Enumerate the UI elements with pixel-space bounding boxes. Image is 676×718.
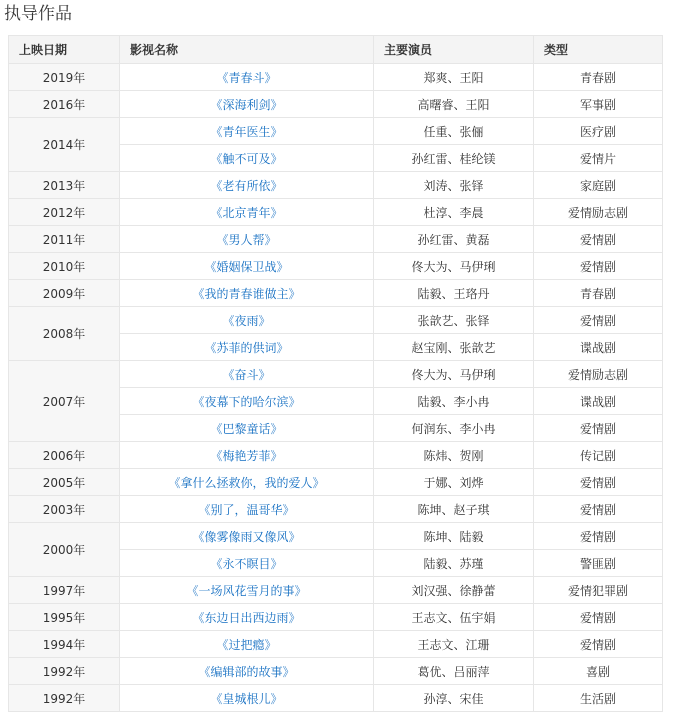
title-cell <box>120 577 374 604</box>
title-link[interactable]: 《我的青春谁做主》 <box>192 286 301 301</box>
title-cell <box>120 415 374 442</box>
title-cell <box>120 442 374 469</box>
genre-cell: 爱情剧 <box>534 523 663 550</box>
actors-cell: 陈坤、赵子琪 <box>374 496 534 523</box>
table-row <box>9 631 663 658</box>
actors-cell: 葛优、吕丽萍 <box>374 658 534 685</box>
title-cell <box>120 685 374 712</box>
table-body <box>9 64 663 712</box>
title-cell <box>120 199 374 226</box>
actors-cell: 赵宝刚、张歆艺 <box>374 334 534 361</box>
title-link[interactable]: 《永不瞑目》 <box>210 556 283 571</box>
table-row <box>9 496 663 523</box>
title-cell <box>120 64 374 91</box>
genre-cell: 生活剧 <box>534 685 663 712</box>
genre-cell: 爱情励志剧 <box>534 361 663 388</box>
release-date-cell: 2003年 <box>9 496 120 523</box>
actors-cell: 任重、张俪 <box>374 118 534 145</box>
table-row <box>9 253 663 280</box>
table-row <box>9 361 663 388</box>
title-link[interactable]: 《东边日出西边雨》 <box>192 610 301 625</box>
release-date-cell: 2005年 <box>9 469 120 496</box>
table-row <box>9 118 663 145</box>
genre-cell: 喜剧 <box>534 658 663 685</box>
genre-cell: 爱情剧 <box>534 253 663 280</box>
genre-cell: 军事剧 <box>534 91 663 118</box>
release-date-cell: 2011年 <box>9 226 120 253</box>
table-header-row <box>9 36 663 64</box>
title-cell <box>120 550 374 577</box>
title-cell <box>120 496 374 523</box>
title-link[interactable]: 《巴黎童话》 <box>210 421 283 436</box>
title-link[interactable]: 《奋斗》 <box>222 367 271 382</box>
genre-cell: 爱情片 <box>534 145 663 172</box>
genre-cell: 爱情剧 <box>534 469 663 496</box>
release-date-cell: 1997年 <box>9 577 120 604</box>
actors-cell: 高曙睿、王阳 <box>374 91 534 118</box>
release-date-cell: 2010年 <box>9 253 120 280</box>
title-cell <box>120 388 374 415</box>
actors-cell: 孙红雷、桂纶镁 <box>374 145 534 172</box>
release-date-cell: 2009年 <box>9 280 120 307</box>
actors-cell: 陆毅、王珞丹 <box>374 280 534 307</box>
title-cell <box>120 118 374 145</box>
table-row <box>9 91 663 118</box>
title-cell <box>120 307 374 334</box>
title-link[interactable]: 《拿什么拯救你，我的爱人》 <box>168 475 325 490</box>
release-date-cell: 2008年 <box>9 307 120 361</box>
title-link[interactable]: 《一场风花雪月的事》 <box>186 583 307 598</box>
genre-cell: 爱情励志剧 <box>534 199 663 226</box>
table-row <box>9 469 663 496</box>
table-row <box>9 199 663 226</box>
genre-cell: 传记剧 <box>534 442 663 469</box>
title-cell <box>120 253 374 280</box>
release-date-cell: 2007年 <box>9 361 120 442</box>
table-row <box>9 226 663 253</box>
release-date-cell: 1992年 <box>9 658 120 685</box>
genre-cell: 爱情剧 <box>534 415 663 442</box>
title-link[interactable]: 《夜雨》 <box>222 313 271 328</box>
genre-cell: 爱情剧 <box>534 496 663 523</box>
release-date-cell: 1995年 <box>9 604 120 631</box>
actors-cell: 张歆艺、张铎 <box>374 307 534 334</box>
actors-cell: 佟大为、马伊琍 <box>374 361 534 388</box>
title-link[interactable]: 《别了，温哥华》 <box>198 502 295 517</box>
actors-cell: 于娜、刘烨 <box>374 469 534 496</box>
actors-cell: 郑爽、王阳 <box>374 64 534 91</box>
title-link[interactable]: 《苏菲的供词》 <box>204 340 289 355</box>
release-date-cell: 2000年 <box>9 523 120 577</box>
release-date-cell: 2006年 <box>9 442 120 469</box>
title-cell <box>120 361 374 388</box>
title-link[interactable]: 《青年医生》 <box>210 124 283 139</box>
genre-cell: 爱情剧 <box>534 307 663 334</box>
table-row <box>9 523 663 550</box>
title-cell <box>120 631 374 658</box>
title-link[interactable]: 《婚姻保卫战》 <box>204 259 289 274</box>
table-row <box>9 64 663 91</box>
title-cell <box>120 523 374 550</box>
release-date-cell: 2016年 <box>9 91 120 118</box>
table-row <box>9 604 663 631</box>
title-link[interactable]: 《男人帮》 <box>216 232 277 247</box>
column-header-actors: 主要演员 <box>374 36 534 64</box>
directed-works-table <box>8 35 663 712</box>
title-link[interactable]: 《过把瘾》 <box>216 637 277 652</box>
title-link[interactable]: 《夜幕下的哈尔滨》 <box>192 394 301 409</box>
actors-cell: 何润东、李小冉 <box>374 415 534 442</box>
table-row <box>9 307 663 334</box>
table-row <box>9 577 663 604</box>
title-cell <box>120 280 374 307</box>
genre-cell: 爱情剧 <box>534 631 663 658</box>
title-link[interactable]: 《皇城根儿》 <box>210 691 283 706</box>
title-link[interactable]: 《深海利剑》 <box>210 97 283 112</box>
title-cell <box>120 334 374 361</box>
actors-cell: 陆毅、苏瑾 <box>374 550 534 577</box>
title-cell <box>120 145 374 172</box>
title-link[interactable]: 《北京青年》 <box>210 205 283 220</box>
title-link[interactable]: 《老有所依》 <box>210 178 283 193</box>
release-date-cell: 2012年 <box>9 199 120 226</box>
release-date-cell: 2013年 <box>9 172 120 199</box>
title-cell <box>120 469 374 496</box>
table-row <box>9 442 663 469</box>
genre-cell: 家庭剧 <box>534 172 663 199</box>
actors-cell: 陈坤、陆毅 <box>374 523 534 550</box>
actors-cell: 刘涛、张铎 <box>374 172 534 199</box>
title-cell <box>120 91 374 118</box>
title-link[interactable]: 《像雾像雨又像风》 <box>192 529 301 544</box>
title-link[interactable]: 《梅艳芳菲》 <box>210 448 283 463</box>
release-date-cell: 2019年 <box>9 64 120 91</box>
actors-cell: 王志文、江珊 <box>374 631 534 658</box>
genre-cell: 谍战剧 <box>534 388 663 415</box>
table-row <box>9 658 663 685</box>
genre-cell: 爱情剧 <box>534 604 663 631</box>
release-date-cell: 2014年 <box>9 118 120 172</box>
genre-cell: 爱情犯罪剧 <box>534 577 663 604</box>
genre-cell: 青春剧 <box>534 280 663 307</box>
title-cell <box>120 604 374 631</box>
actors-cell: 孙红雷、黄磊 <box>374 226 534 253</box>
title-cell <box>120 658 374 685</box>
release-date-cell: 1992年 <box>9 685 120 712</box>
genre-cell: 警匪剧 <box>534 550 663 577</box>
column-header-type: 类型 <box>534 36 663 64</box>
title-link[interactable]: 《青春斗》 <box>216 70 277 85</box>
actors-cell: 杜淳、李晨 <box>374 199 534 226</box>
release-date-cell: 1994年 <box>9 631 120 658</box>
genre-cell: 谍战剧 <box>534 334 663 361</box>
title-cell <box>120 226 374 253</box>
actors-cell: 陈炜、贺刚 <box>374 442 534 469</box>
table-row <box>9 685 663 712</box>
actors-cell: 陆毅、李小冉 <box>374 388 534 415</box>
actors-cell: 孙淳、宋佳 <box>374 685 534 712</box>
column-header-title: 影视名称 <box>120 36 374 64</box>
genre-cell: 医疗剧 <box>534 118 663 145</box>
actors-cell: 佟大为、马伊琍 <box>374 253 534 280</box>
title-cell <box>120 172 374 199</box>
title-link[interactable]: 《编辑部的故事》 <box>198 664 295 679</box>
section-title: 执导作品 <box>4 4 72 24</box>
genre-cell: 爱情剧 <box>534 226 663 253</box>
actors-cell: 王志文、伍宇娟 <box>374 604 534 631</box>
table-row <box>9 280 663 307</box>
title-link[interactable]: 《触不可及》 <box>210 151 283 166</box>
actors-cell: 刘汉强、徐静蕾 <box>374 577 534 604</box>
genre-cell: 青春剧 <box>534 64 663 91</box>
table-row <box>9 172 663 199</box>
column-header-date: 上映日期 <box>9 36 120 64</box>
